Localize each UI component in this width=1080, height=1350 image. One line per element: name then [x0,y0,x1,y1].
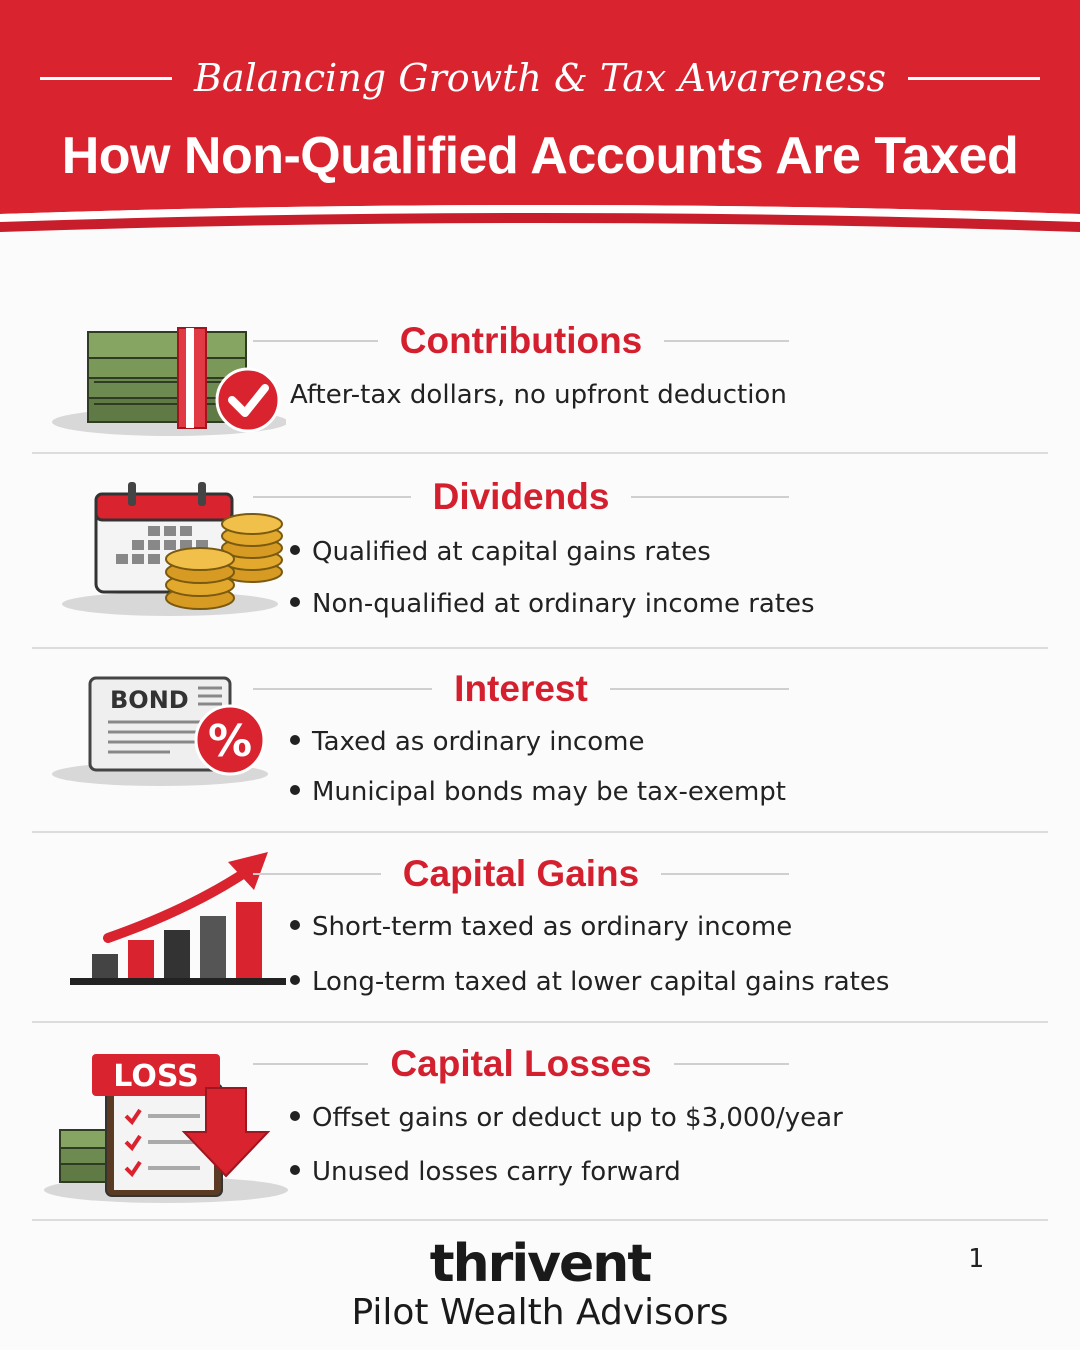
section-title-capital-gains: Capital Gains [402,853,640,894]
section-title-capital-losses: Capital Losses [390,1043,652,1084]
firm-name: Pilot Wealth Advisors [351,1292,729,1333]
list-item: Long-term taxed at lower capital gains rates [290,967,889,997]
subtitle-rule-left [40,77,172,80]
section-title-contributions: Contributions [399,320,643,361]
list-item: Municipal bonds may be tax-exempt [290,777,786,807]
contributions-detail: After-tax dollars, no upfront deduction [290,380,787,410]
list-item: Qualified at capital gains rates [290,537,711,567]
section-title-dividends: Dividends [432,476,610,517]
page-number: 1 [968,1244,984,1274]
brand-logo: thrivent [429,1234,651,1294]
header-banner [0,0,1080,240]
bond-percent-icon [50,672,276,788]
svg-text:%: % [207,716,253,767]
list-item: Non-qualified at ordinary income rates [290,589,815,619]
section-divider [32,1219,1048,1221]
page-title: How Non-Qualified Accounts Are Taxed [61,127,1019,185]
section-divider [32,831,1048,833]
list-item: Offset gains or deduct up to $3,000/year [290,1103,843,1133]
header-subtitle: Balancing Growth & Tax Awareness [194,56,886,100]
section-divider [32,452,1048,454]
header-background [0,0,1080,240]
section-title-interest: Interest [454,668,588,709]
cash-stack-check-icon [50,322,286,440]
loss-icon-label: LOSS [113,1059,199,1094]
subtitle-rule-right [908,77,1040,80]
list-item: Unused losses carry forward [290,1157,681,1187]
bond-icon-label: BOND [110,686,189,714]
section-divider [32,1021,1048,1023]
list-item: Short-term taxed as ordinary income [290,912,792,942]
list-item: Taxed as ordinary income [290,727,644,757]
section-divider [32,647,1048,649]
